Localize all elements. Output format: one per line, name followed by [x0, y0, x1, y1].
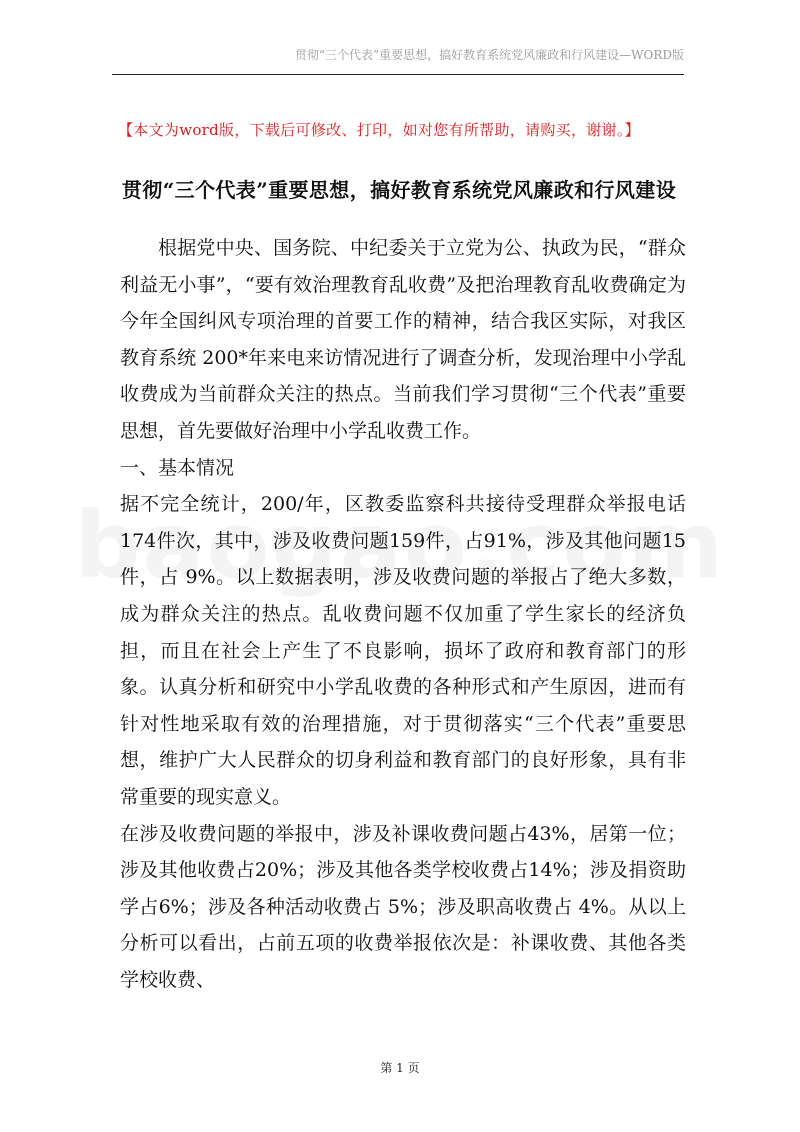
document-title: 贯彻“三个代表”重要思想，搞好教育系统党风廉政和行风建设 [121, 178, 677, 202]
paragraph-intro: 根据党中央、国务院、中纪委关于立党为公、执政为民，“群众利益无小事”，“要有效治理教育乱收费”及把治理教育乱收费确定为今年全国纠风专项治理的首要工作的精神，结合我区实际，对我区教育系统 200*年来电来访情况进行了调查分析，发现治理中小学乱收费成为当前群众关注的热点。当前我们学习贯彻“三个代表”重要思想，首先要做好治理中小学乱收费工作。 [120, 237, 686, 442]
header-divider [112, 74, 684, 75]
page-number: 第 1 页 [380, 1061, 420, 1075]
paragraph-fee-breakdown: 在涉及收费问题的举报中，涉及补课收费问题占43%，居第一位；涉及其他收费占20%；涉及其他各类学校收费占14%；涉及捐资助学占6%；涉及各种活动收费占 5%；涉及职高收费占 4%。从以上分析可以看出，占前五项的收费举报依次是：补课收费、其他各类学校收费、 [120, 822, 686, 991]
document-body [120, 230, 686, 998]
purchase-notice: 【本文为word版，下载后可修改、打印，如对您有所帮助，请购买，谢谢。】 [118, 121, 640, 139]
running-header: 贯彻“三个代表”重要思想，搞好教育系统党风廉政和行风建设—WORD版 [294, 48, 684, 62]
paragraph-statistics: 据不完全统计，200/年，区教委监察科共接待受理群众举报电话174件次，其中，涉及收费问题159件，占91%，涉及其他问题15件，占 9%。以上数据表明，涉及收费问题的举报占了绝大多数，成为群众关注的热点。乱收费问题不仅加重了学生家长的经济负担，而且在社会上产生了不良影响，损坏了政府和教育部门的形象。认真分析和研究中小学乱收费的各种形式和产生原因，进而有针对性地采取有效的治理措施，对于贯彻落实“三个代表”重要思想，维护广大人民群众的切身利益和教育部门的良好形象，具有非常重要的现实意义。 [120, 493, 686, 808]
section-heading-basic-situation: 一、基本情况 [120, 456, 235, 479]
